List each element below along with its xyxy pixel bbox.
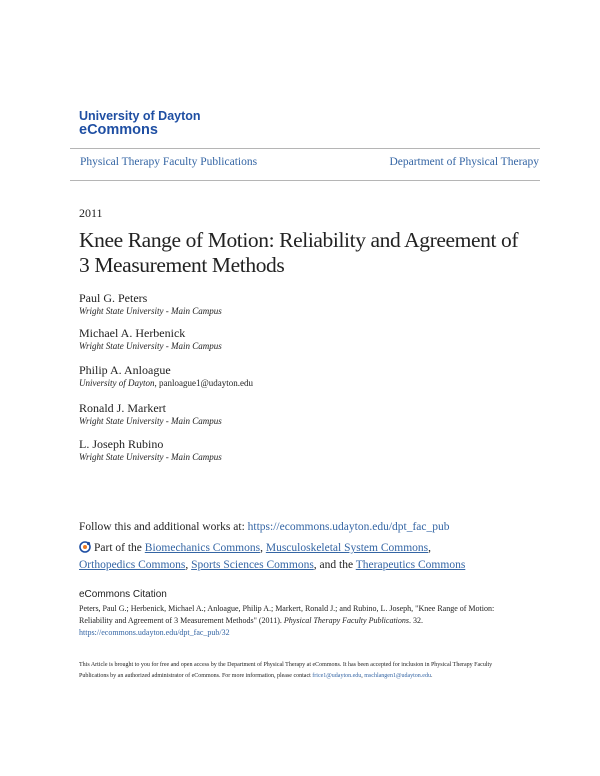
separator: , — [185, 559, 192, 571]
publication-year: 2011 — [79, 206, 103, 220]
author-name: Ronald J. Markert — [79, 401, 166, 415]
citation-journal: Physical Therapy Faculty Publications — [283, 616, 410, 625]
separator: , — [428, 542, 431, 554]
article-title: Knee Range of Motion: Reliability and Agreement of 3 Measurement Methods — [79, 228, 519, 277]
contact-email-1[interactable]: frice1@udayton.edu — [312, 673, 362, 679]
citation-text — [79, 603, 529, 639]
author-name: L. Joseph Rubino — [79, 437, 164, 451]
author-affiliation-line: University of Dayton, panloague1@udayton.edu — [79, 378, 254, 388]
part-of-commons — [79, 541, 479, 573]
notice-end: . — [430, 673, 433, 679]
commons-link-therapeutics[interactable]: Therapeutics Commons — [355, 559, 466, 571]
separator-and: , and the — [313, 559, 354, 571]
citation-body: Peters, Paul G.; Herbenick, Michael A.; Anloague, Philip A.; Markert, Ronald J.; and Rubino, L. Joseph, "Knee Range of Motion: Reliability and Agreement of 3 Measurement Methods" (2011). — [79, 604, 495, 625]
author-affiliation: Wright State University - Main Campus — [79, 341, 222, 351]
citation-url-link[interactable]: https://ecommons.udayton.edu/dpt_fac_pub/32 — [79, 628, 230, 637]
author-name: Michael A. Herbenick — [79, 326, 186, 340]
author-affiliation: Wright State University - Main Campus — [79, 306, 222, 316]
author-email[interactable]: panloague1@udayton.edu — [159, 378, 254, 388]
follow-line — [79, 521, 450, 533]
citation-number: . 32. — [409, 616, 424, 625]
separator: , — [260, 542, 266, 554]
university-name: University of Dayton — [79, 109, 201, 123]
repository-name[interactable]: eCommons — [79, 122, 158, 138]
department-link[interactable]: Department of Physical Therapy — [389, 156, 539, 168]
network-icon — [79, 541, 91, 558]
commons-link-sports-sciences[interactable]: Sports Sciences Commons — [191, 559, 314, 571]
collection-link[interactable]: Physical Therapy Faculty Publications — [80, 156, 258, 168]
commons-link-musculoskeletal[interactable]: Musculoskeletal System Commons — [265, 542, 429, 554]
citation-heading: eCommons Citation — [79, 589, 167, 600]
author-name: Philip A. Anloague — [79, 363, 171, 377]
access-notice — [79, 660, 519, 682]
commons-link-biomechanics[interactable]: Biomechanics Commons — [144, 542, 261, 554]
part-of-lead: Part of the — [94, 542, 142, 554]
author-affiliation: Wright State University - Main Campus — [79, 452, 222, 462]
notice-text: This Article is brought to you for free and open access by the Department of Physical Therapy at eCommons. It has been accepted for inclusion in Physical Therapy Faculty Publications by an authorized administrator of eCommons. For more information, please contact — [79, 662, 493, 679]
author-name: Paul G. Peters — [79, 291, 148, 305]
collection-url-link[interactable]: https://ecommons.udayton.edu/dpt_fac_pub — [247, 521, 450, 533]
author-affiliation: Wright State University - Main Campus — [79, 416, 222, 426]
commons-link-orthopedics[interactable]: Orthopedics Commons — [79, 559, 186, 571]
author-affiliation: University of Dayton — [79, 378, 155, 388]
follow-text: Follow this and additional works at: — [79, 521, 248, 533]
separator: , — [361, 673, 365, 679]
contact-email-2[interactable]: mschlangen1@udayton.edu — [364, 673, 431, 679]
